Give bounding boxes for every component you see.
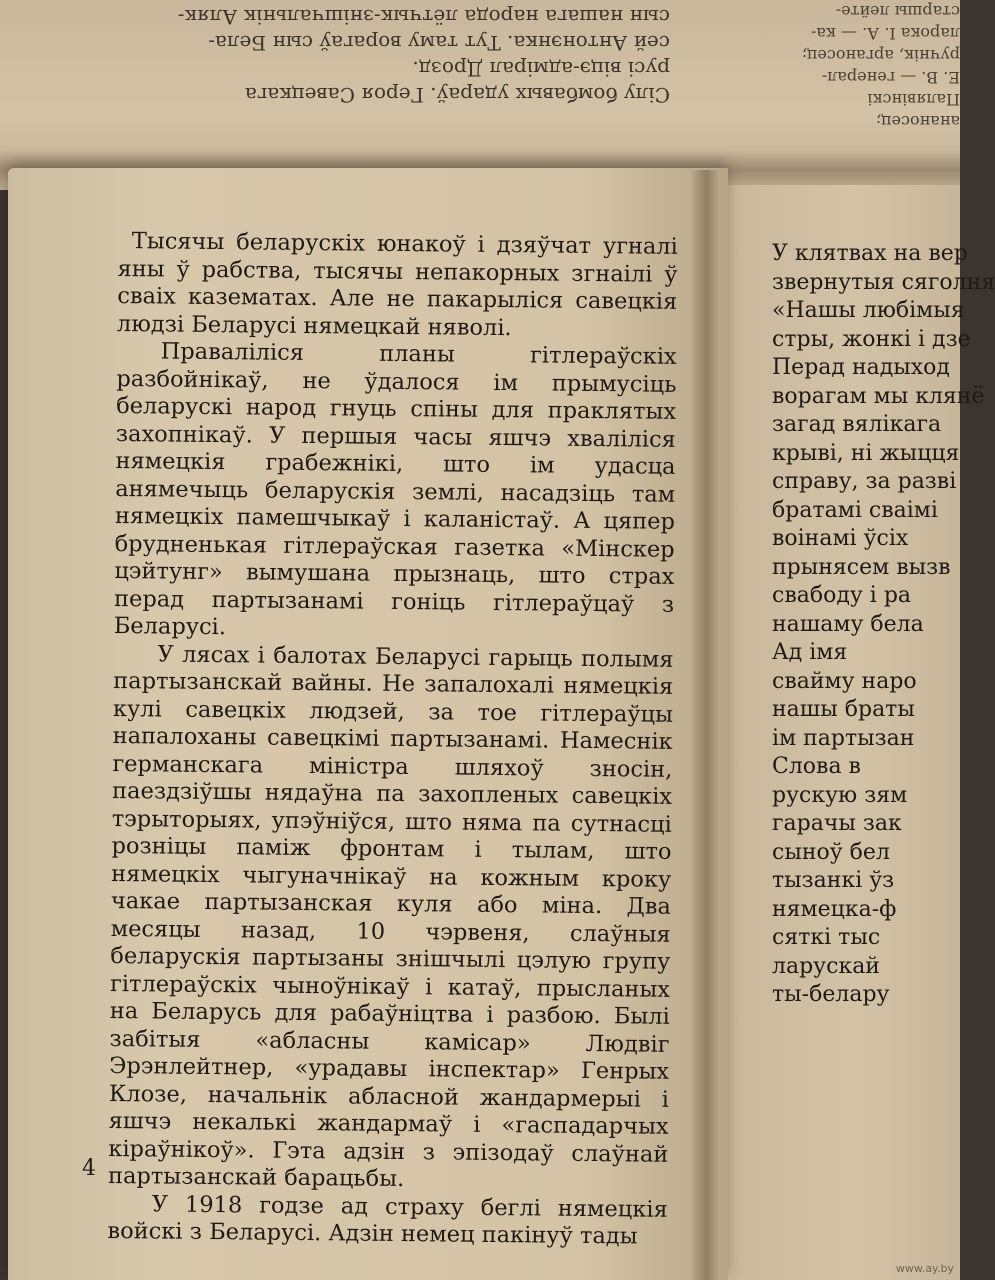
fragment-line: Е. В. — генерал- <box>821 68 960 87</box>
right-line: справу, за разві <box>772 469 957 494</box>
right-line: «Нашы любімыя <box>772 298 965 323</box>
right-page-text <box>772 240 995 1010</box>
upside-down-line: русі віцэ-адмірал Дрозд. <box>412 57 670 81</box>
watermark: www.ay.by <box>895 1262 954 1275</box>
upside-down-fragment <box>760 0 960 132</box>
right-line: ларускай <box>772 953 880 979</box>
right-line: ты-белару <box>772 982 890 1007</box>
right-line: нямецка-ф <box>772 896 897 922</box>
right-line: нашы браты <box>772 697 915 722</box>
right-line: стры, жонкі і дзе <box>772 326 971 352</box>
fragment-line: ручнік, арганосец; <box>801 46 960 65</box>
upside-down-text <box>150 4 670 108</box>
fragment-line: ананосец; <box>875 112 960 131</box>
upside-down-line: Сілу бомбавых удараў. Героя Савецкага <box>244 83 670 107</box>
previous-page-upside-down <box>0 0 960 190</box>
paragraph: Праваліліся планы гітлераўскіх разбойнікаў, не ўдалося ім прымусіць беларускі народ гнуць спіны для праклятых захопнікаў. У першыя часы яшчэ хваліліся нямецкія грабежнікі, што ім удасца анямечыць беларускія землі, насадзіць там нямецкіх памешчыкаў і каланістаў. А цяпер брудненькая гітлераўская газетка «Мінскер цэйтунг» вымушана прызнаць, што страх перад партызанамі гоніць гітлераўцаў з Беларусі. <box>113 338 677 641</box>
right-line: свабоду і ра <box>772 583 912 608</box>
right-line: звернутыя сяголня <box>772 269 995 295</box>
paragraph: Тысячы беларускіх юнакоў і дзяўчат угналі яны ў рабства, тысячы непакорных згнаілі ў сваіх казематах. Але не пакарыліся савецкія людзі Беларусі нямецкай няволі. <box>116 228 678 341</box>
paragraph: У 1918 годзе ад страху беглі нямецкія войскі з Беларусі. Адзін немец пакінуў тады <box>107 1190 668 1250</box>
right-line: сяткі тыс <box>772 925 881 950</box>
fragment-line: ларока І. А. — ка- <box>810 24 960 43</box>
right-line: братамі сваімі <box>772 497 938 523</box>
fragment-line: старшы лейте- <box>835 2 960 21</box>
right-line: нашаму бела <box>772 611 924 637</box>
right-line: ім партызан <box>772 725 915 751</box>
right-line: Перад надыход <box>772 355 950 380</box>
page-number: 4 <box>82 1156 96 1181</box>
right-line: загад вялікага <box>772 412 942 437</box>
right-line: Ад імя <box>772 640 848 665</box>
right-line: тызанкі ўз <box>772 868 895 893</box>
page-gutter <box>690 170 720 1280</box>
right-line: сыноў бел <box>772 839 890 865</box>
upside-down-line: сей Антонэнка. Тут таму ворагаў сын Бела- <box>208 31 670 55</box>
upside-down-line: сын нашага народа лётчык-знішчальнік Аляк- <box>177 5 670 29</box>
right-line: ворагам мы клянё <box>772 383 985 409</box>
right-line: прынясем вызв <box>772 554 951 580</box>
fragment-line: Палявінскі <box>867 90 960 109</box>
right-line: свайму наро <box>772 668 917 694</box>
main-text <box>107 228 678 1251</box>
right-line: Слова в <box>772 754 861 779</box>
right-line: гарачы зак <box>772 811 902 836</box>
right-line: рускую зям <box>772 782 908 808</box>
right-line: воінамі ўсіх <box>772 526 909 551</box>
paragraph: У лясах і балотах Беларусі гарыць полымя партызанскай вайны. Не запалохалі нямецкія кулі савецкіх людзей, за тое гітлераўцы напалоханы савецкімі партызанамі. Намеснік германскага міністра шляхоў зносін, паездзіўшы нядаўна па захопленых савецкіх тэрыторыях, упэўніўся, што няма па сутнасці розніцы паміж фронтам і тылам, што нямецкіх чыгуначнікаў на кожным кроку чакае партызанская куля або міна. Два месяцы назад, 10 чэрвеня, слаўныя беларускія партызаны знішчылі цэлую групу гітлераўскіх чыноўнікаў і катаў, прысланых на Беларусь для рабаўніцтва і разбою. Былі забітыя «абласны камісар» Людвіг Эрэнлейтнер, «урадавы інспектар» Генрых Клозе, начальнік абласной жандармерыі і яшчэ некалькі жандармаў і «гаспадарчых кіраўнікоў». Гэта адзін з эпізодаў слаўнай партызанскай барацьбы. <box>107 640 674 1193</box>
right-line: У клятвах на вер <box>772 241 968 266</box>
right-line: крыві, ні жыцця <box>772 440 960 466</box>
